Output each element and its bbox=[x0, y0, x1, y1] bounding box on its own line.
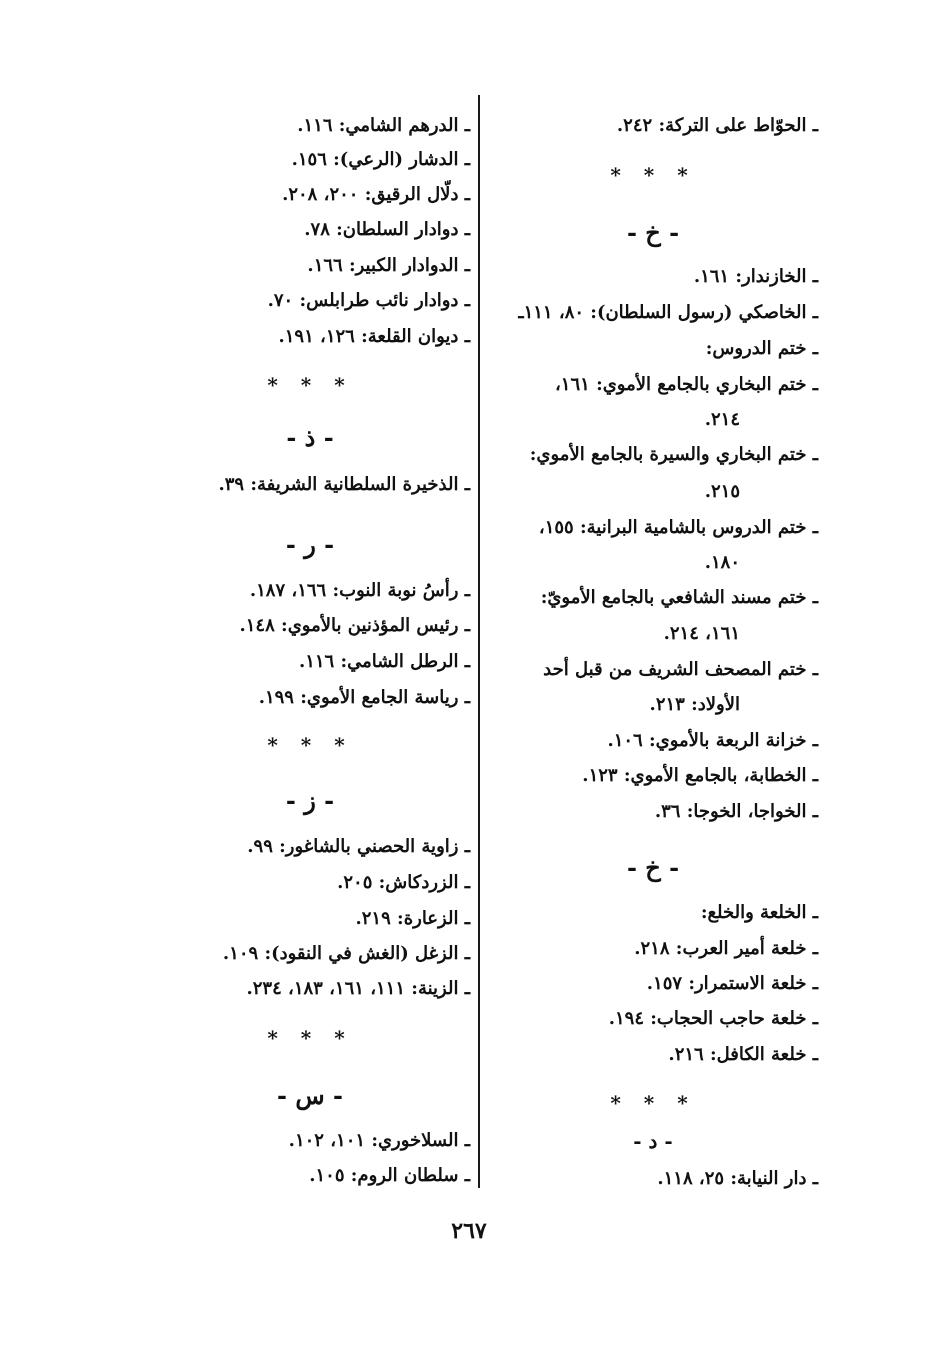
index-entry: ـ الخاصكي (رسول السلطان): ٨٠، ١١١ـ bbox=[518, 302, 818, 323]
index-entry: ـ ختم الدروس بالشامية البرانية: ١٥٥، bbox=[538, 517, 818, 538]
index-column-left bbox=[150, 0, 470, 1371]
section-separator-stars: * * * bbox=[610, 163, 696, 187]
column-divider bbox=[478, 95, 480, 1188]
section-header-letter: - ذ - bbox=[286, 423, 334, 452]
section-separator-stars: * * * bbox=[610, 1091, 696, 1115]
index-entry: ـ ختم مسند الشافعي بالجامع الأمويّ: bbox=[540, 587, 818, 608]
index-entry: ـ السلاخوري: ١٠١، ١٠٢. bbox=[288, 1130, 470, 1151]
index-entry: ـ زاوية الحصني بالشاغور: ٩٩. bbox=[247, 836, 470, 857]
index-entry: ـ ختم البخاري بالجامع الأموي: ١٦١، bbox=[554, 374, 818, 395]
index-entry: ـ الحوّاط على التركة: ٢٤٢. bbox=[616, 115, 818, 136]
index-entry: ـ الخازندار: ١٦١. bbox=[693, 266, 818, 287]
index-entry: ـ رئيس المؤذنين بالأموي: ١٤٨. bbox=[239, 615, 470, 636]
index-entry: ـ خزانة الربعة بالأموي: ١٠٦. bbox=[607, 730, 818, 751]
index-entry-continuation: ٢١٥. bbox=[704, 481, 740, 502]
index-entry: ـ الزينة: ١١١، ١٦١، ١٨٣، ٢٣٤. bbox=[246, 978, 470, 999]
index-entry: ـ ختم المصحف الشريف من قبل أحد bbox=[543, 659, 818, 680]
index-entry: ـ ختم البخاري والسيرة بالجامع الأموي: bbox=[529, 444, 818, 465]
index-entry: ـ الزعارة: ٢١٩. bbox=[355, 908, 470, 929]
index-entry: ـ الزردكاش: ٢٠٥. bbox=[337, 872, 470, 893]
index-entry: ـ الدشار (الرعي): ١٥٦. bbox=[291, 149, 470, 170]
section-separator-stars: * * * bbox=[267, 373, 353, 397]
section-header-letter: - س - bbox=[277, 1081, 343, 1110]
index-entry: ـ دلّال الرقيق: ٢٠٠، ٢٠٨. bbox=[282, 184, 470, 205]
index-entry: ـ ختم الدروس: bbox=[705, 338, 818, 359]
page-number: ٢٦٧ bbox=[451, 1218, 487, 1244]
index-entry: ـ دوادار السلطان: ٧٨. bbox=[304, 219, 470, 240]
index-entry-continuation: ٢١٤. bbox=[704, 409, 740, 430]
index-entry: ـ الرطل الشامي: ١١٦. bbox=[298, 651, 470, 672]
section-header-letter: - د - bbox=[633, 1129, 673, 1153]
section-header-letter: - ز - bbox=[285, 786, 335, 815]
section-separator-stars: * * * bbox=[267, 733, 353, 757]
index-entry: ـ الخلعة والخلع: bbox=[700, 902, 818, 923]
index-entry: ـ الزغل (الغش في النقود): ١٠٩. bbox=[222, 943, 470, 964]
index-entry: ـ الذخيرة السلطانية الشريفة: ٣٩. bbox=[218, 474, 470, 495]
section-separator-stars: * * * bbox=[267, 1026, 353, 1050]
section-header-letter: - ر - bbox=[285, 530, 335, 559]
index-entry: ـ الدرهم الشامي: ١١٦. bbox=[297, 115, 470, 136]
index-entry: ـ سلطان الروم: ١٠٥. bbox=[309, 1165, 470, 1186]
index-entry: ـ خلعة حاجب الحجاب: ١٩٤. bbox=[608, 1008, 818, 1029]
index-entry: ـ خلعة الاستمرار: ١٥٧. bbox=[646, 973, 818, 994]
index-column-right bbox=[488, 0, 818, 1371]
index-entry: ـ خلعة الكافل: ٢١٦. bbox=[668, 1044, 818, 1065]
index-entry: ـ الخواجا، الخوجا: ٣٦. bbox=[654, 801, 818, 822]
section-header-letter: - خ - bbox=[626, 853, 680, 882]
index-entry-continuation: الأولاد: ٢١٣. bbox=[649, 694, 740, 715]
index-entry: ـ ديوان القلعة: ١٢٦، ١٩١. bbox=[278, 326, 470, 347]
index-entry: ـ رأسُ نوبة النوب: ١٦٦، ١٨٧. bbox=[249, 580, 470, 601]
section-header-letter: - خ - bbox=[626, 218, 680, 247]
index-entry: ـ رياسة الجامع الأموي: ١٩٩. bbox=[258, 687, 470, 708]
index-entry-continuation: ١٦١، ٢١٤. bbox=[663, 623, 740, 644]
index-entry: ـ دوادار نائب طرابلس: ٧٠. bbox=[267, 290, 470, 311]
index-entry-continuation: ١٨٠. bbox=[704, 552, 740, 573]
index-entry: ـ خلعة أمير العرب: ٢١٨. bbox=[634, 938, 818, 959]
index-entry: ـ الدوادار الكبير: ١٦٦. bbox=[307, 255, 470, 276]
index-entry: ـ الخطابة، بالجامع الأموي: ١٢٣. bbox=[582, 765, 818, 786]
index-entry: ـ دار النيابة: ٢٥، ١١٨. bbox=[657, 1168, 818, 1189]
